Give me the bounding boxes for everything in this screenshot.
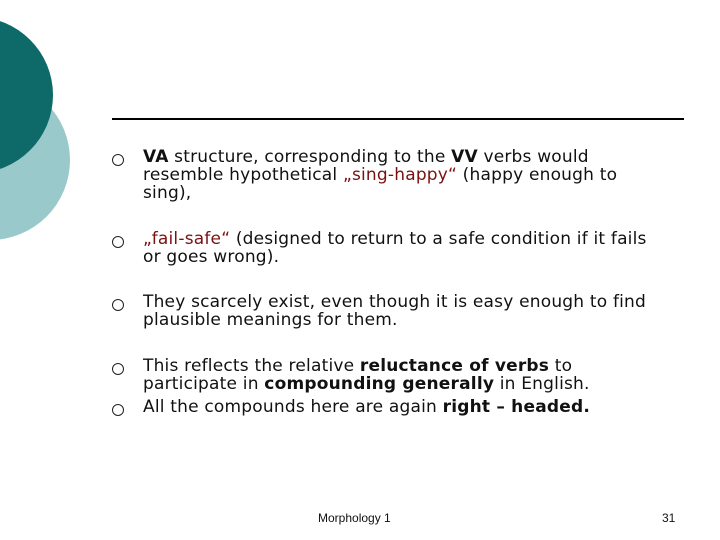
bullet-text-segment: They scarcely exist, even though it is easy enough to find plausible meanings for them. <box>143 292 647 330</box>
bullet-bold-text: right – headed. <box>442 397 591 417</box>
bullet-text-segment: to participate in <box>143 356 573 394</box>
bullet-bold-text: compounding generally <box>264 374 495 394</box>
bullet-text-segment: This reflects the relative <box>143 356 360 376</box>
bullet-text <box>143 230 668 266</box>
bullet-text-segment: (designed to return to a safe condition if it fails or goes wrong). <box>143 229 647 267</box>
bullet-highlighted-text: „fail-safe“ <box>143 229 231 249</box>
bullet-circle-icon <box>112 404 124 416</box>
bullet-circle-icon <box>112 299 124 311</box>
bullet-text-segment: verbs would resemble hypothetical <box>143 147 589 185</box>
bullet-circle-icon <box>112 363 124 375</box>
bullet-text-segment: structure, corresponding to the <box>168 147 452 167</box>
bullet-bold-text: reluctance of verbs <box>359 356 550 376</box>
bullet-bold-text: VV <box>451 147 478 167</box>
bullet-highlighted-text: „sing-happy“ <box>342 165 458 185</box>
decorative-circles <box>0 0 120 300</box>
bullet-circle-icon <box>112 154 124 166</box>
bullet-text <box>143 398 668 416</box>
bullet-circle-icon <box>112 236 124 248</box>
bullet-text-segment: All the compounds here are again <box>143 397 443 417</box>
footer-title: Morphology 1 <box>318 511 391 525</box>
bullet-text <box>143 357 668 393</box>
bullet-bold-text: VA <box>143 147 169 167</box>
bullet-text <box>143 148 668 202</box>
bullet-text-segment: in English. <box>494 374 590 394</box>
title-divider-line <box>112 118 684 120</box>
page-number: 31 <box>662 511 676 525</box>
bullet-text <box>143 293 668 329</box>
bullet-text-segment: (happy enough to sing), <box>143 165 618 203</box>
